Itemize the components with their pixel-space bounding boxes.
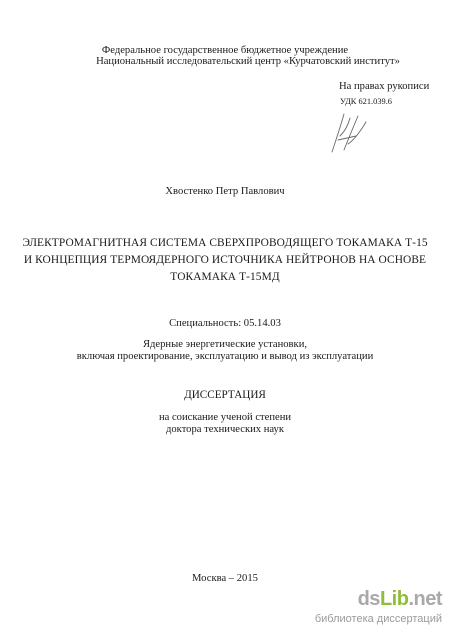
dslib-watermark xyxy=(314,588,446,632)
specialty-code: Специальность: 05.14.03 xyxy=(169,318,281,329)
organization-line-1: Федеральное государственное бюджетное учреждение xyxy=(101,45,349,56)
dissertation-title-line-2: И КОНЦЕПЦИЯ ТЕРМОЯДЕРНОГО ИСТОЧНИКА НЕЙТРОНОВ НА ОСНОВЕ xyxy=(23,254,427,266)
degree-purpose-line-2: доктора технических наук xyxy=(166,424,284,435)
manuscript-rights-label: На правах рукописи xyxy=(339,81,430,92)
watermark-caption: библиотека диссертаций xyxy=(314,613,442,625)
specialty-name-line-2: включая проектирование, эксплуатацию и вывод из эксплуатации xyxy=(76,351,374,362)
city-year: Москва – 2015 xyxy=(192,573,258,584)
handwritten-signature xyxy=(326,110,374,156)
author-name: Хвостенко Петр Павлович xyxy=(165,186,285,197)
dissertation-title-line-1: ЭЛЕКТРОМАГНИТНАЯ СИСТЕМА СВЕРХПРОВОДЯЩЕГО ТОКАМАКА Т-15 xyxy=(22,237,428,249)
dissertation-title-line-3: ТОКАМАКА Т-15МД xyxy=(170,271,280,283)
document-type: ДИССЕРТАЦИЯ xyxy=(184,389,266,401)
organization-line-2: Национальный исследовательский центр «Курчатовский институт» xyxy=(96,56,400,67)
udc-code: УДК 621.039.6 xyxy=(340,97,392,106)
specialty-name-line-1: Ядерные энергетические установки, xyxy=(142,339,308,350)
dslib-logo: dsLib.net xyxy=(357,588,442,610)
degree-purpose-line-1: на соискание ученой степени xyxy=(158,412,292,423)
